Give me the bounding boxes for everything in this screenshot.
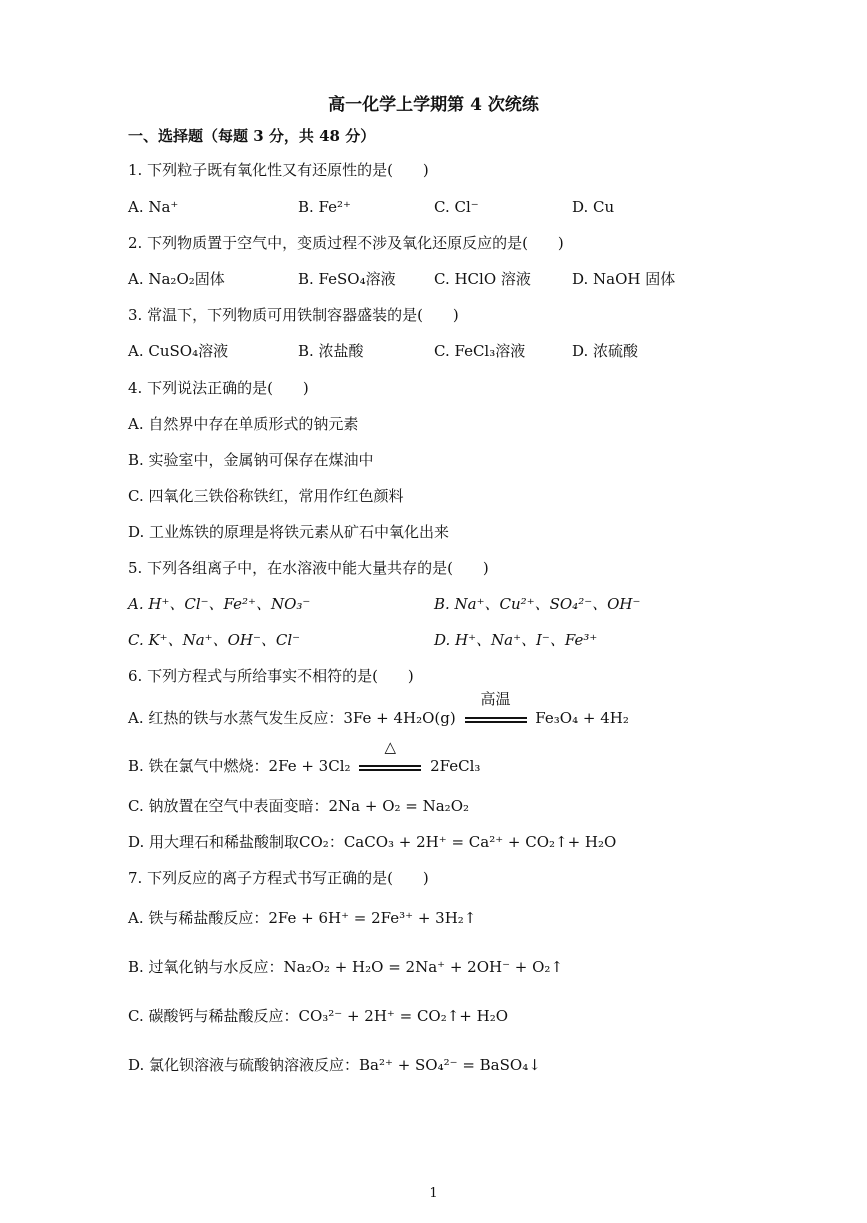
- page-number: 1: [429, 1186, 438, 1201]
- equals-bar-bottom: [359, 769, 421, 771]
- condition-label-heating: △: [384, 738, 397, 756]
- question-3-option-d: D. 浓硫酸: [572, 342, 639, 360]
- question-2-option-d: D. NaOH 固体: [572, 270, 676, 288]
- condition-label-high-temperature: 高温: [480, 690, 511, 708]
- question-6-option-d: D. 用大理石和稀盐酸制取CO₂：CaCO₃ + 2H⁺ = Ca²⁺ + CO₂↑+ H₂O: [128, 833, 617, 851]
- question-7-stem: 7. 下列反应的离子方程式书写正确的是( ): [128, 869, 429, 887]
- question-1-option-a: A. Na⁺: [128, 198, 179, 216]
- question-4-stem: 4. 下列说法正确的是( ): [128, 379, 309, 397]
- question-7-option-c: C. 碳酸钙与稀盐酸反应：CO₃²⁻ + 2H⁺ = CO₂↑+ H₂O: [128, 1007, 509, 1025]
- question-7-option-d: D. 氯化钡溶液与硫酸钠溶液反应：Ba²⁺ + SO₄²⁻ = BaSO₄↓: [128, 1056, 541, 1074]
- question-7-option-b: B. 过氧化钠与水反应：Na₂O₂ + H₂O = 2Na⁺ + 2OH⁻ + O₂↑: [128, 958, 564, 976]
- reaction-condition-heating: [359, 738, 421, 777]
- question-2-option-c: C. HClO 溶液: [434, 270, 531, 288]
- question-1-option-c: C. Cl⁻: [434, 198, 479, 216]
- question-3-option-b: B. 浓盐酸: [298, 342, 364, 360]
- question-6-option-b-products: 2FeCl₃: [430, 757, 481, 775]
- question-4-option-d: D. 工业炼铁的原理是将铁元素从矿石中氧化出来: [128, 523, 450, 541]
- question-5-option-b: B. Na⁺、Cu²⁺、SO₄²⁻、OH⁻: [434, 595, 641, 613]
- section-heading: 一、选择题（每题 3 分，共 48 分）: [128, 127, 376, 145]
- question-1-stem: 1. 下列粒子既有氧化性又有还原性的是( ): [128, 161, 429, 179]
- question-4-option-a: A. 自然界中存在单质形式的钠元素: [128, 415, 359, 433]
- question-6-option-a: [128, 690, 629, 729]
- exam-title: 高一化学上学期第 4 次统练: [328, 95, 539, 115]
- question-5-stem: 5. 下列各组离子中，在水溶液中能大量共存的是( ): [128, 559, 489, 577]
- question-6-option-a-products: Fe₃O₄ + 4H₂: [535, 709, 629, 727]
- question-7-option-a: A. 铁与稀盐酸反应：2Fe + 6H⁺ = 2Fe³⁺ + 3H₂↑: [128, 909, 477, 927]
- question-2-stem: 2. 下列物质置于空气中，变质过程不涉及氧化还原反应的是( ): [128, 234, 564, 252]
- question-6-option-a-reactants: A. 红热的铁与水蒸气发生反应：3Fe + 4H₂O(g): [128, 709, 456, 727]
- question-6-option-b: [128, 738, 481, 777]
- question-1-option-d: D. Cu: [572, 198, 615, 216]
- question-5-option-d: D. H⁺、Na⁺、I⁻、Fe³⁺: [434, 631, 598, 649]
- question-6-option-c: C. 钠放置在空气中表面变暗：2Na + O₂ = Na₂O₂: [128, 797, 470, 815]
- equals-bar-top: [359, 765, 421, 767]
- equals-bar-top: [465, 717, 527, 719]
- question-3-option-c: C. FeCl₃溶液: [434, 342, 526, 360]
- question-4-option-b: B. 实验室中，金属钠可保存在煤油中: [128, 451, 374, 469]
- question-1-option-b: B. Fe²⁺: [298, 198, 351, 216]
- question-3-stem: 3. 常温下，下列物质可用铁制容器盛装的是( ): [128, 306, 459, 324]
- question-6-option-b-reactants: B. 铁在氯气中燃烧：2Fe + 3Cl₂: [128, 757, 351, 775]
- question-5-option-c: C. K⁺、Na⁺、OH⁻、Cl⁻: [128, 631, 301, 649]
- question-4-option-c: C. 四氧化三铁俗称铁红，常用作红色颜料: [128, 487, 404, 505]
- equals-bar-bottom: [465, 721, 527, 723]
- question-5-option-a: A. H⁺、Cl⁻、Fe²⁺、NO₃⁻: [128, 595, 311, 613]
- reaction-condition-high-temperature: [465, 690, 527, 729]
- question-3-option-a: A. CuSO₄溶液: [128, 342, 229, 360]
- question-2-option-a: A. Na₂O₂固体: [128, 270, 225, 288]
- question-2-option-b: B. FeSO₄溶液: [298, 270, 396, 288]
- question-6-stem: 6. 下列方程式与所给事实不相符的是( ): [128, 667, 414, 685]
